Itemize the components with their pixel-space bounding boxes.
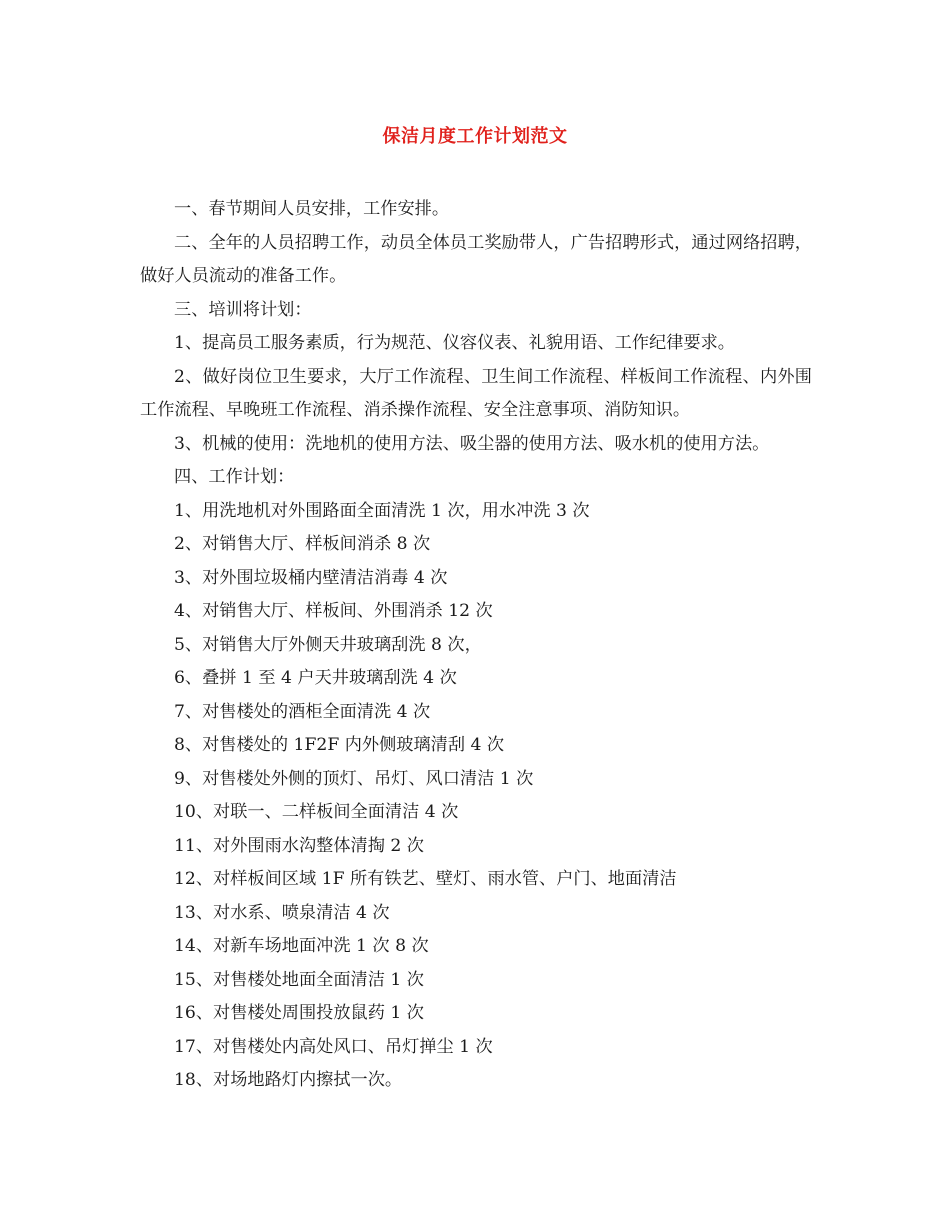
paragraph: 1、用洗地机对外围路面全面清洗 1 次，用水冲洗 3 次 <box>174 500 590 521</box>
paragraph: 2、对销售大厅、样板间消杀 8 次 <box>174 534 431 554</box>
paragraph: 1、提高员工服务素质，行为规范、仪容仪表、礼貌用语、工作纪律要求。 <box>174 333 735 353</box>
paragraph: 5、对销售大厅外侧天井玻璃刮洗 8 次， <box>174 634 482 655</box>
paragraph: 一、春节期间人员安排，工作安排。 <box>174 199 450 219</box>
paragraph: 6、叠拼 1 至 4 户天井玻璃刮洗 4 次 <box>174 668 457 688</box>
paragraph: 11、对外围雨水沟整体清掏 2 次 <box>174 835 424 856</box>
paragraph: 15、对售楼处地面全面清洁 1 次 <box>174 969 424 990</box>
paragraph: 2、做好岗位卫生要求，大厅工作流程、卫生间工作流程、样板间工作流程、内外围工作流程、早晚班工作流程、消杀操作流程、安全注意事项、消防知识。 <box>140 366 812 420</box>
paragraph: 13、对水系、喷泉清洁 4 次 <box>174 902 390 923</box>
paragraph: 16、对售楼处周围投放鼠药 1 次 <box>174 1003 424 1023</box>
paragraph: 二、全年的人员招聘工作，动员全体员工奖励带人，广告招聘形式，通过网络招聘，做好人员流动的准备工作。 <box>140 232 812 286</box>
paragraph: 9、对售楼处外侧的顶灯、吊灯、风口清洁 1 次 <box>174 768 534 789</box>
paragraph: 14、对新车场地面冲洗 1 次 8 次 <box>174 936 429 956</box>
paragraph: 四、工作计划： <box>174 467 295 487</box>
paragraph: 17、对售楼处内高处风口、吊灯掸尘 1 次 <box>174 1036 493 1057</box>
paragraph: 4、对销售大厅、样板间、外围消杀 12 次 <box>174 601 493 621</box>
document-body <box>140 193 812 1098</box>
paragraph: 8、对售楼处的 1F2F 内外侧玻璃清刮 4 次 <box>174 735 505 755</box>
paragraph: 18、对场地路灯内擦拭一次。 <box>174 1070 403 1090</box>
document-title: 保洁月度工作计划范文 <box>382 126 568 147</box>
paragraph: 7、对售楼处的酒柜全面清洗 4 次 <box>174 701 431 722</box>
paragraph: 3、机械的使用：洗地机的使用方法、吸尘器的使用方法、吸水机的使用方法。 <box>174 433 770 454</box>
paragraph: 三、培训将计划： <box>174 299 312 320</box>
paragraph: 3、对外围垃圾桶内壁清洁消毒 4 次 <box>174 567 448 588</box>
paragraph: 10、对联一、二样板间全面清洁 4 次 <box>174 802 459 822</box>
paragraph: 12、对样板间区域 1F 所有铁艺、壁灯、雨水管、户门、地面清洁 <box>174 869 677 889</box>
